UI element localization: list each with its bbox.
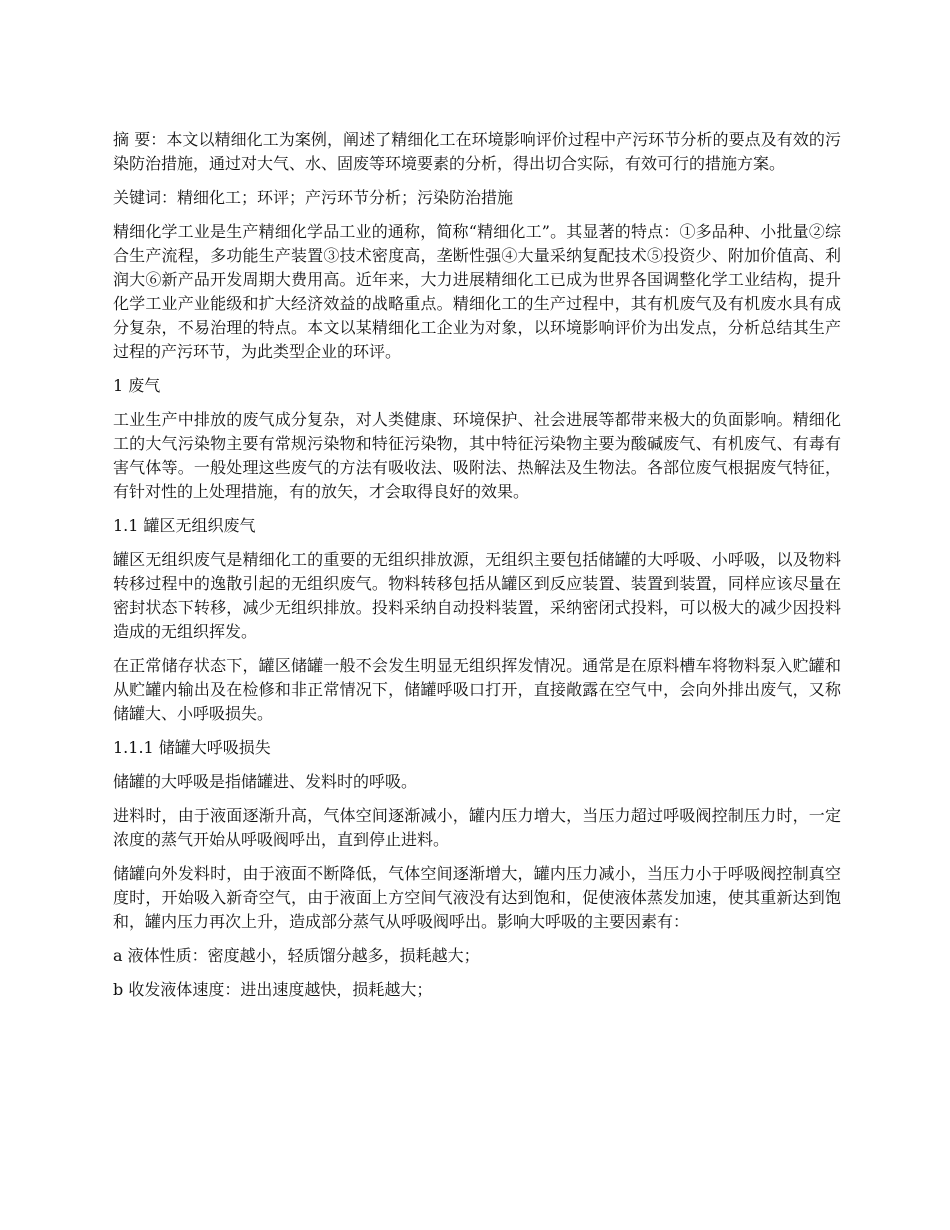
abstract-paragraph: 摘 要：本文以精细化工为案例，阐述了精细化工在环境影响评价过程中产污环节分析的要点及有效的污染防治措施，通过对大气、水、固废等环境要素的分析，得出切合实际，有效可行的措施方案。 xyxy=(113,130,841,173)
section-1-1-1-paragraph-b: 进料时，由于液面逐渐升高，气体空间逐渐减小，罐内压力增大，当压力超过呼吸阀控制压力时，一定浓度的蒸气开始从呼吸阀呼出，直到停止进料。 xyxy=(113,806,841,849)
intro-paragraph: 精细化学工业是生产精细化学品工业的通称，简称“精细化工”。其显著的特点：①多品种、小批量②综合生产流程，多功能生产装置③技术密度高，垄断性强④大量采纳复配技术⑤投资少、附加价值高、利润大⑥新产品开发周期大费用高。近年来，大力进展精细化工已成为世界各国调整化学工业结构，提升化学工业产业能级和扩大经济效益的战略重点。精细化工的生产过程中，其有机废气及有机废水具有成分复杂，不易治理的特点。本文以某精细化工企业为对象，以环境影响评价为出发点，分析总结其生产过程的产污环节，为此类型企业的环评。 xyxy=(113,222,841,361)
document-page xyxy=(113,128,841,1012)
section-1-1-1-paragraph-a: 储罐的大呼吸是指储罐进、发料时的呼吸。 xyxy=(113,772,418,791)
keywords-paragraph: 关键词：精细化工；环评；产污环节分析；污染防治措施 xyxy=(113,188,514,207)
section-1-1-paragraph-b: 在正常储存状态下，罐区储罐一般不会发生明显无组织挥发情况。通常是在原料槽车将物料泵入贮罐和从贮罐内输出及在检修和非正常情况下，储罐呼吸口打开，直接敞露在空气中，会向外排出废气，又称储罐大、小呼吸损失。 xyxy=(113,656,841,723)
section-1-1-1-paragraph-c: 储罐向外发料时，由于液面不断降低，气体空间逐渐增大，罐内压力减小，当压力小于呼吸阀控制真空度时，开始吸入新奇空气，由于液面上方空间气液没有达到饱和，促使液体蒸发加速，使其重新达到饱和，罐内压力再次上升，造成部分蒸气从呼吸阀呼出。影响大呼吸的主要因素有： xyxy=(113,864,841,931)
section-heading-1-1-1: 1.1.1 储罐大呼吸损失 xyxy=(113,738,271,757)
section-1-paragraph: 工业生产中排放的废气成分复杂，对人类健康、环境保护、社会进展等都带来极大的负面影响。精细化工的大气污染物主要有常规污染物和特征污染物，其中特征污染物主要为酸碱废气、有机废气、有毒有害气体等。一般处理这些废气的方法有吸收法、吸附法、热解法及生物法。各部位废气根据废气特征，有针对性的上处理措施，有的放矢，才会取得良好的效果。 xyxy=(113,410,841,501)
list-item-b: b 收发液体速度：进出速度越快，损耗越大； xyxy=(113,980,433,999)
section-heading-1: 1 废气 xyxy=(113,376,161,395)
section-heading-1-1: 1.1 罐区无组织废气 xyxy=(113,516,256,535)
list-item-a: a 液体性质：密度越小，轻质馏分越多，损耗越大； xyxy=(113,946,480,965)
section-1-1-paragraph-a: 罐区无组织废气是精细化工的重要的无组织排放源，无组织主要包括储罐的大呼吸、小呼吸，以及物料转移过程中的逸散引起的无组织废气。物料转移包括从罐区到反应装置、装置到装置，同样应该尽量在密封状态下转移，减少无组织排放。投料采纳自动投料装置，采纳密闭式投料，可以极大的减少因投料造成的无组织挥发。 xyxy=(113,550,841,641)
